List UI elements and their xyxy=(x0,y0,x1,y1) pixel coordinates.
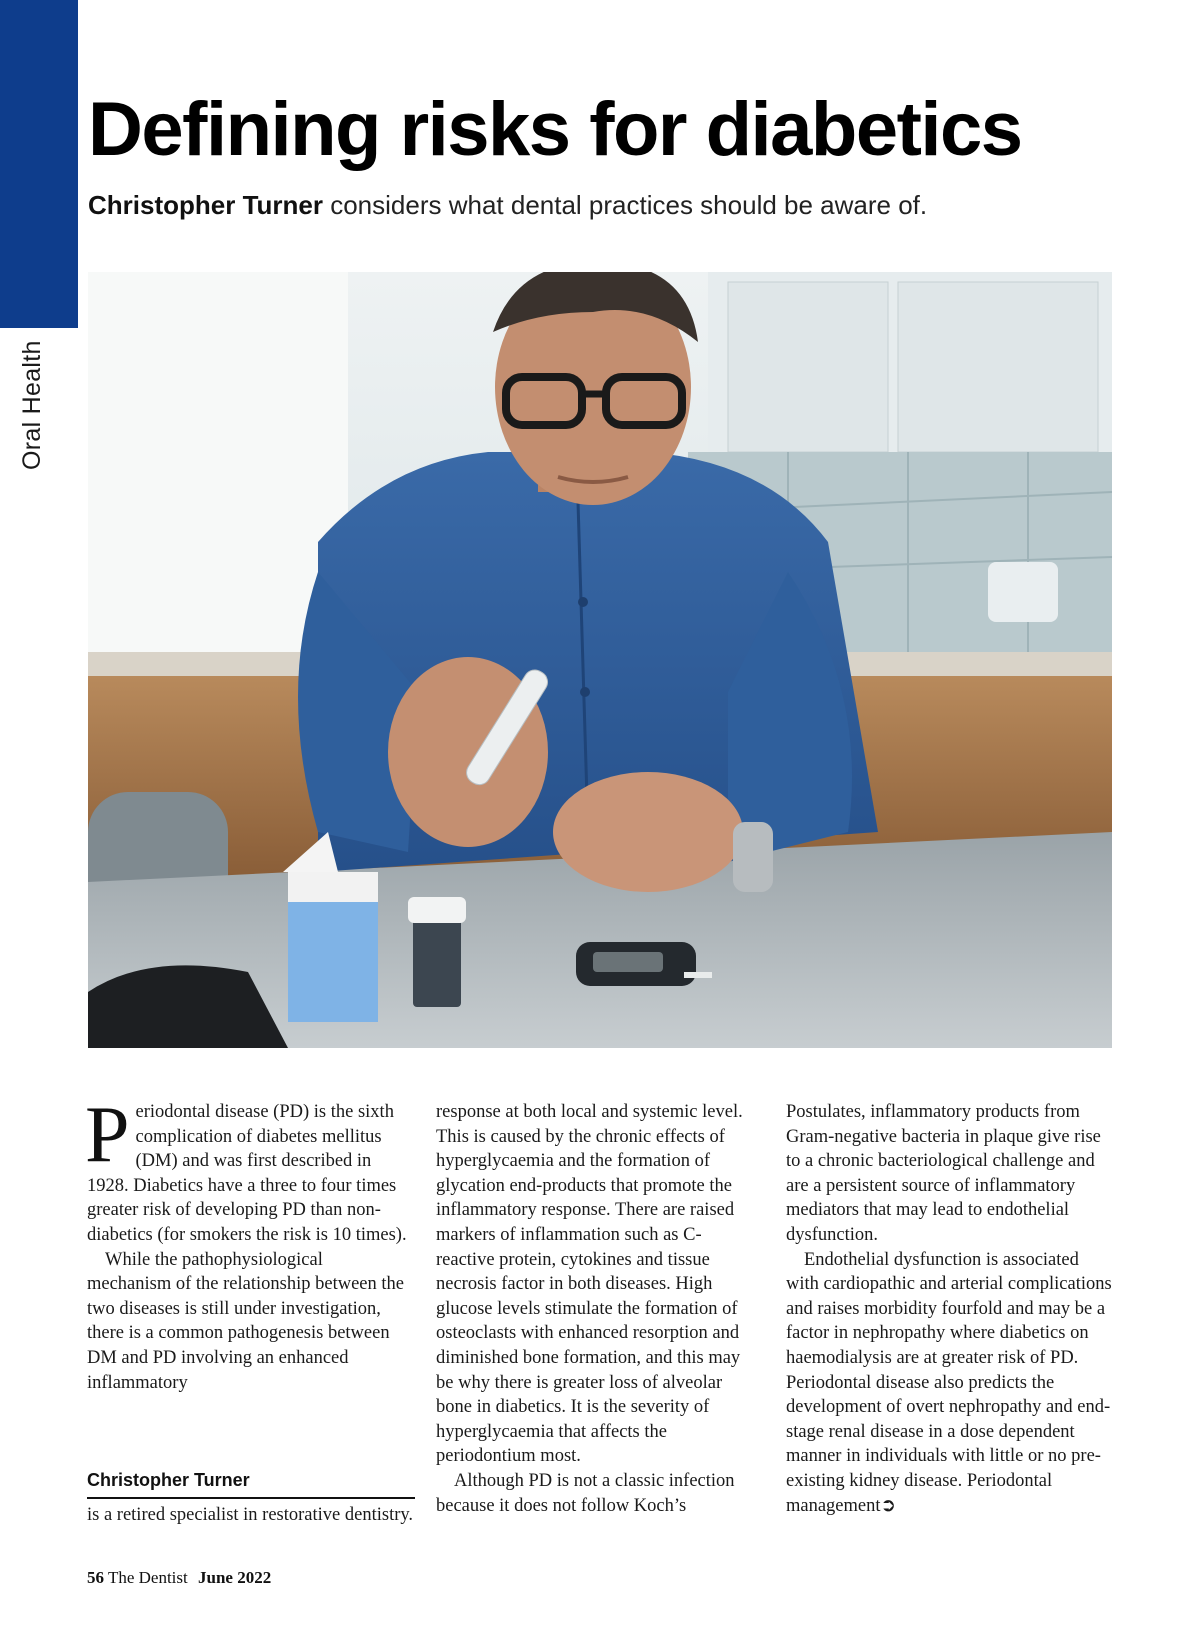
hero-photo xyxy=(88,272,1112,1048)
standfirst xyxy=(88,190,927,221)
page-footer xyxy=(87,1568,271,1588)
article-text: Endothelial dysfunction is associated with cardiopathic and arterial complications and raises morbidity fourfold and may be a factor in nephropathy where diabetics on haemodialysis are at greater risk of PD. Periodontal disease also predicts the development of overt nephropathy and end-stage renal disease in a dose dependent manner in individuals with little or no pre-existing kidney disease. Periodontal management xyxy=(786,1249,1112,1516)
article-column-2 xyxy=(436,1100,758,1518)
author-name: Christopher Turner xyxy=(87,1470,415,1499)
author-bio: is a retired specialist in restorative dentistry. xyxy=(87,1505,414,1525)
article-paragraph xyxy=(85,1091,409,1248)
man-testing-blood-glucose-photo-icon xyxy=(88,272,1112,1048)
article-text: eriodontal disease (PD) is the sixth complication of diabetes mellitus (DM) and was first described in 1928. Diabetics have a three to four times greater risk of developing PD than non-diabetics (for smokers the risk is 10 times). xyxy=(87,1102,407,1245)
article-column-3 xyxy=(786,1100,1116,1518)
headline: Defining risks for diabetics xyxy=(88,87,1022,172)
article-paragraph xyxy=(786,1248,1116,1519)
article-paragraph: Postulates, inflammatory products from Gram-negative bacteria in plaque give rise to a chronic bacteriological challenge and are a persistent source of inflammatory mediators that may lead to endothelial dysfunction. xyxy=(786,1102,1101,1245)
page-number: 56 xyxy=(87,1568,104,1587)
section-color-bar xyxy=(0,0,78,328)
article-paragraph: While the pathophysiological mechanism of the relationship between the two diseases is still under investigation, there is a common pathogenesis between DM and PD involving an enhanced inflammatory xyxy=(87,1249,404,1393)
drop-cap: P xyxy=(85,1091,130,1179)
article-paragraph: Although PD is not a classic infection because it does not follow Koch’s xyxy=(436,1470,735,1516)
standfirst-author: Christopher Turner xyxy=(88,190,323,220)
section-label: Oral Health xyxy=(18,340,46,470)
article-column-1 xyxy=(85,1091,409,1395)
article-paragraph: response at both local and systemic level. This is caused by the chronic effects of hyperglycaemia and the formation of glycation end-products that promote the inflammatory response. There are raised markers of inflammation such as C-reactive protein, cytokines and tissue necrosis factor in both diseases. High glucose levels stimulate the formation of osteoclasts with enhanced resorption and diminished bone formation, and this may be why there is greater loss of alveolar bone in diabetics. It is the severity of hyperglycaemia that affects the periodontium most. xyxy=(436,1102,743,1467)
author-bio-box xyxy=(87,1470,415,1528)
standfirst-text: considers what dental practices should be aware of. xyxy=(330,190,928,220)
publication-name: The Dentist xyxy=(107,1568,188,1587)
continue-arrow-icon: ➲ xyxy=(880,1494,897,1516)
issue-date: June 2022 xyxy=(198,1568,272,1587)
